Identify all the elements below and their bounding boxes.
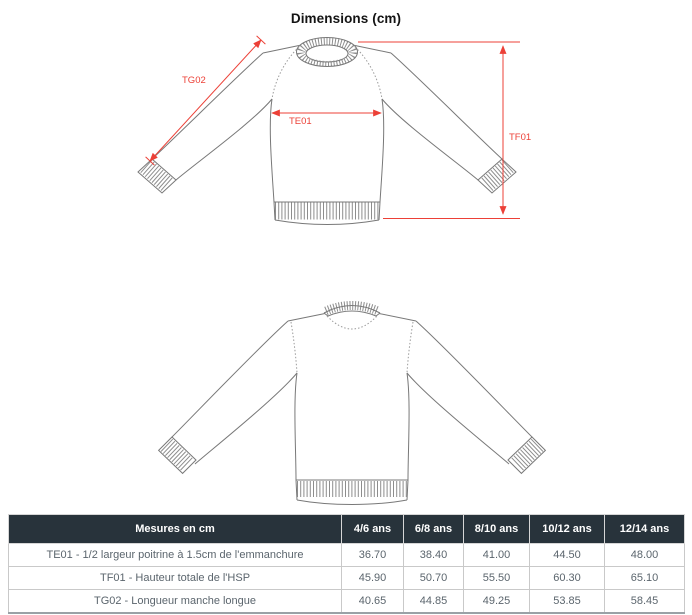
dimension-label-te01: TE01 — [289, 116, 312, 127]
dimension-sleeve-tg02 — [146, 36, 266, 165]
size-value: 65.10 — [605, 567, 685, 590]
size-value: 44.85 — [404, 590, 464, 614]
table-row — [9, 567, 685, 590]
size-table — [8, 514, 685, 614]
table-header-cell: 8/10 ans — [464, 515, 530, 544]
size-value: 36.70 — [342, 544, 404, 567]
table-header-cell: 12/14 ans — [605, 515, 685, 544]
table-header-cell: Mesures en cm — [9, 515, 342, 544]
dimension-chest-te01 — [272, 113, 381, 127]
size-value: 50.70 — [404, 567, 464, 590]
size-value: 49.25 — [464, 590, 530, 614]
measure-label: TG02 - Longueur manche longue — [9, 590, 342, 614]
size-value: 53.85 — [530, 590, 605, 614]
table-header-cell: 10/12 ans — [530, 515, 605, 544]
dimension-label-tg02: TG02 — [182, 75, 206, 86]
sweater-front-drawing — [138, 38, 516, 225]
diagram-title: Dimensions (cm) — [290, 11, 402, 26]
sweater-back-drawing — [159, 306, 546, 505]
table-row — [9, 544, 685, 567]
size-value: 55.50 — [464, 567, 530, 590]
size-value: 44.50 — [530, 544, 605, 567]
table-header-row — [9, 515, 685, 544]
measure-label: TE01 - 1/2 largeur poitrine à 1.5cm de l'emmanchure — [9, 544, 342, 567]
size-value: 45.90 — [342, 567, 404, 590]
size-value: 48.00 — [605, 544, 685, 567]
table-row — [9, 590, 685, 614]
size-value: 38.40 — [404, 544, 464, 567]
size-value: 60.30 — [530, 567, 605, 590]
size-value: 41.00 — [464, 544, 530, 567]
size-value: 58.45 — [605, 590, 685, 614]
size-value: 40.65 — [342, 590, 404, 614]
table-header-cell: 4/6 ans — [342, 515, 404, 544]
table-header-cell: 6/8 ans — [404, 515, 464, 544]
table-body — [9, 544, 685, 614]
dimension-label-tf01: TF01 — [509, 132, 532, 143]
dimension-annotations — [146, 36, 532, 219]
measure-label: TF01 - Hauteur totale de l'HSP — [9, 567, 342, 590]
